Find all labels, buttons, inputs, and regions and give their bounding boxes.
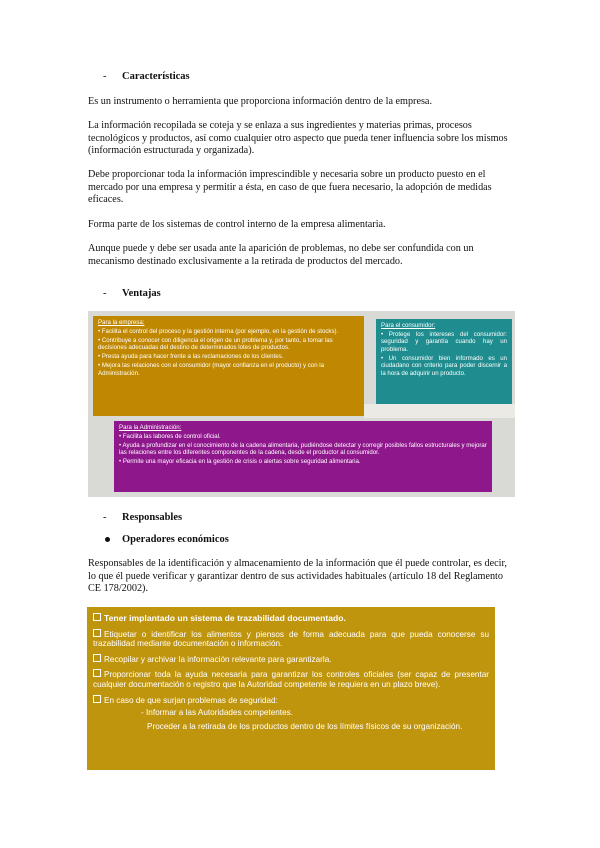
list-item: • Permite una mayor eficacia en la gestión de crisis o alertas sobre seguridad alimentaria.	[119, 458, 361, 466]
paragraph: Aunque puede y debe ser usada ante la aparición de problemas, no debe ser confundida con un mecanismo destinado exclusivamente a la retirada de productos del mercado.	[88, 243, 474, 267]
list-item: • Mejora las relaciones con el consumidor (mayor confianza en el producto) y con la Administración.	[98, 362, 325, 378]
section-dash: -	[103, 288, 107, 299]
box-title: Para el consumidor:	[381, 322, 436, 329]
section-title-ventajas: Ventajas	[122, 288, 161, 299]
ventajas-empresa-box	[93, 316, 364, 416]
box-title: Para la empresa:	[98, 319, 145, 326]
box-title: Para la Administración:	[119, 424, 182, 431]
bullet-icon	[105, 537, 110, 542]
list-item: • Presta ayuda para hacer frente a las reclamaciones de los clientes.	[98, 353, 284, 361]
checkbox-icon	[93, 629, 101, 637]
list-item: • Facilita el control del proceso y la gestión interna (por ejemplo, en la gestión de stocks).	[98, 327, 339, 335]
list-item: En caso de que surjan problemas de seguridad:	[104, 695, 278, 705]
checkbox-icon	[93, 654, 101, 662]
ventajas-consumidor-box	[376, 319, 512, 404]
list-item: • Facilita las labores de control oficial.	[119, 432, 221, 440]
list-item: • Contribuye a conocer con diligencia el origen de un problema y, por tanto, a tomar las decisiones adecuadas del destino de determinados lotes de productos.	[98, 336, 333, 352]
section-title-caracteristicas: Características	[122, 71, 190, 82]
section-title-operadores: Operadores económicos	[122, 534, 229, 545]
paragraph: Forma parte de los sistemas de control interno de la empresa alimentaria.	[88, 219, 386, 230]
list-item: Tener implantado un sistema de trazabilidad documentado.	[104, 613, 346, 623]
list-item: • Protege los intereses del consumidor: seguridad y garantía cuando hay un problema.	[381, 330, 507, 353]
checkbox-icon	[93, 695, 101, 703]
paragraph: Debe proporcionar toda la información imprescindible y necesaria sobre un producto puesto en el mercado por una empresa y permitir a ésta, en caso de que fuera necesario, la adopción de medidas eficaces.	[88, 169, 492, 205]
checkbox-icon	[93, 669, 101, 677]
list-item: Proporcionar toda la ayuda necesaria para garantizar los controles oficiales (ser capaz de presentar cualquier documentación o registro que la Autoridad competente le requiera en un plazo breve).	[93, 670, 489, 689]
list-item: Recopilar y archivar la información relevante para garantizarla.	[104, 654, 332, 664]
paragraph: La información recopilada se coteja y se enlaza a sus ingredientes y materias primas, procesos tecnológicos y productos, así como cualquier otro aspecto que pueda tener influencia sobre los mismos (información estructurada y organizada).	[88, 120, 508, 156]
section-dash: -	[103, 71, 107, 82]
section-dash: -	[103, 512, 107, 523]
ventajas-administracion-box	[114, 421, 492, 492]
list-item: Etiquetar o identificar los alimentos y piensos de forma adecuada para que pueda conocerse su trazabilidad mediante documentación o información.	[93, 629, 489, 649]
figure-background	[364, 404, 515, 418]
sub-item: - Informar a las Autoridades competentes.	[141, 708, 293, 718]
list-item: • Un consumidor bien informado es un ciudadano con criterio para poder discernir a la hora de adquirir un producto.	[381, 354, 507, 378]
section-title-responsables: Responsables	[122, 512, 183, 523]
checkbox-icon	[93, 613, 101, 621]
list-item: • Ayuda a profundizar en el conocimiento de la cadena alimentaria, pudiéndose detectar y corregir posibles fallos estructurales y mejorar las relaciones entre los diferentes componentes de la cadena, desde el productor al consumidor.	[119, 441, 487, 457]
sub-item: Proceder a la retirada de los productos dentro de los límites físicos de su organización.	[147, 721, 463, 731]
operadores-box	[87, 607, 495, 770]
paragraph: Responsables de la identificación y almacenamiento de la información que él puede controlar, es decir, lo que él puede verificar y garantizar dentro de sus actividades habituales (artículo 18 del Reglamento CE 178/2002).	[88, 558, 507, 594]
paragraph: Es un instrumento o herramienta que proporciona información dentro de la empresa.	[88, 96, 432, 107]
